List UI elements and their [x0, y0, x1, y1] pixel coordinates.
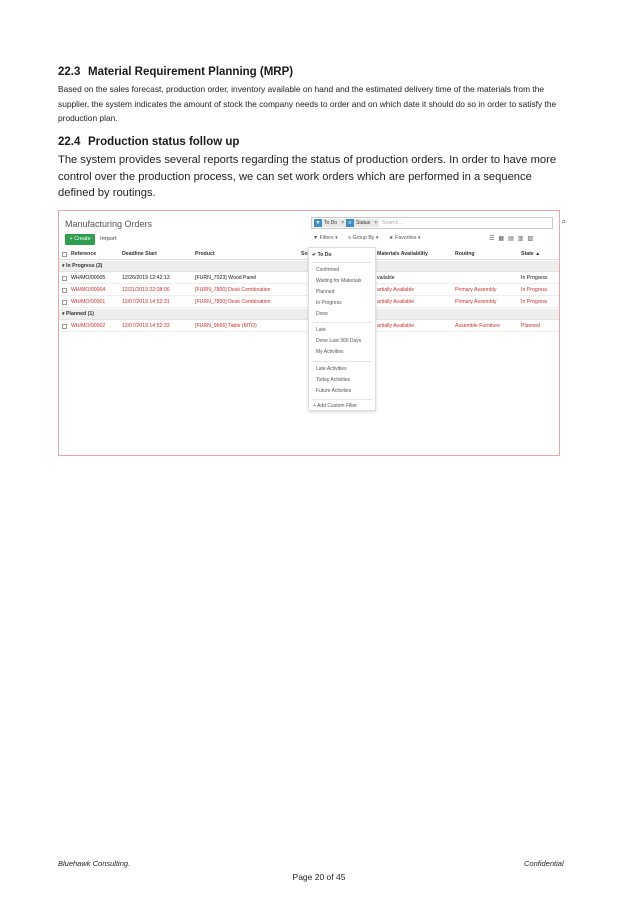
cell-deadline: 12/26/2019 12:42:13 [122, 275, 170, 281]
group-row-planned[interactable]: ▾ Planned (1) [59, 309, 559, 320]
footer-company: Bluehawk Consulting. [58, 859, 131, 868]
facet-label: Status [356, 220, 371, 226]
facet-status[interactable] [346, 219, 379, 227]
filters-button[interactable]: ▼ Filters ▾ [313, 235, 338, 241]
graph-view-icon[interactable]: ▨ [527, 236, 538, 242]
import-button[interactable]: Import [100, 236, 117, 242]
section-body-mrp: Based on the sales forecast, production order, inventory available on hand and the estimated delivery time of the materials from the supplier, the system indicates the amount of stock the company needs to order and on which date it should do so in order to satisfy the production plan. [58, 84, 557, 123]
group-label: In Progress (3) [66, 263, 103, 269]
cell-product: [FURN_7023] Wood Panel [195, 275, 257, 281]
filters-dropdown [308, 247, 376, 411]
group-label: Planned (1) [66, 311, 95, 317]
filter-option[interactable]: Today Activities [316, 377, 351, 383]
cell-deadline: 12/07/2019 14:52:31 [122, 299, 170, 305]
cell-product: [FURN_7800] Desk Combination [195, 287, 271, 293]
filter-option[interactable]: Done [316, 311, 328, 317]
filter-option[interactable]: In Progress [316, 300, 342, 306]
column-header-reference[interactable]: Reference [71, 251, 97, 257]
cell-routing: Primary Assembly [455, 299, 497, 305]
column-header-deadline[interactable]: Deadline Start [122, 251, 157, 257]
filter-option[interactable]: Future Activities [316, 388, 352, 394]
facet-todo[interactable] [314, 219, 346, 227]
cell-state: In Progress [521, 275, 548, 281]
cell-state: In Progress [521, 299, 548, 305]
group-by-label: Group By [352, 235, 375, 241]
cell-routing: Primary Assembly [455, 287, 497, 293]
section-heading-production-status [58, 136, 239, 148]
section-number: 22.4 [58, 136, 81, 148]
section-title: Production status follow up [88, 136, 240, 148]
list-view-icon[interactable]: ☰ [489, 236, 499, 242]
divider [312, 262, 372, 263]
section-title: Material Requirement Planning (MRP) [88, 66, 294, 78]
cell-reference: WH/MO/00002 [71, 323, 106, 329]
filter-option-label: To Do [317, 252, 332, 258]
footer-confidential: Confidential [524, 859, 564, 868]
filter-option[interactable]: Confirmed [316, 267, 340, 273]
cell-availability: vailable [377, 275, 395, 281]
cell-state: In Progress [521, 287, 548, 293]
section-number: 22.3 [58, 66, 81, 78]
section-body-production-status: The system provides several reports regarding the status of production orders. In order to have more control over the production process, we can set work orders which are performed in a sequence defined by routings. [58, 154, 557, 199]
column-header-state[interactable]: State ▲ [521, 251, 541, 257]
cell-deadline: 12/07/2019 14:52:33 [122, 323, 170, 329]
filter-option[interactable]: Waiting for Materials [316, 278, 362, 284]
cell-product: [FURN_7800] Desk Combination [195, 299, 271, 305]
create-button[interactable]: + Create [65, 234, 95, 245]
search-bar[interactable] [311, 217, 566, 229]
filter-option[interactable]: Done Last 365 Days [316, 338, 362, 344]
cell-reference: WH/MO/00001 [71, 299, 106, 305]
manufacturing-orders-screenshot [58, 210, 566, 456]
filter-icon: ▼ [315, 220, 321, 226]
pivot-view-icon[interactable]: ▥ [517, 236, 528, 242]
filter-option[interactable]: Planned [316, 289, 335, 295]
check-icon: ✔ [312, 252, 317, 258]
cell-reference: WH/MO/00004 [71, 287, 106, 293]
filter-option-todo[interactable] [312, 252, 331, 258]
close-icon[interactable]: × [374, 220, 378, 226]
group-icon: ≡ [348, 235, 352, 241]
filter-option[interactable]: Late [316, 327, 326, 333]
filter-icon: ▼ [313, 235, 319, 241]
column-header-source[interactable]: So [301, 251, 308, 257]
filter-option[interactable]: My Activities [316, 349, 344, 355]
cell-availability: artially Available [377, 323, 415, 329]
divider [312, 361, 372, 362]
search-input[interactable]: Search... [382, 220, 403, 226]
kanban-view-icon[interactable]: ▦ [498, 236, 509, 242]
divider [312, 399, 372, 400]
row-checkbox[interactable] [62, 288, 67, 293]
group-row-in-progress[interactable]: ▾ In Progress (3) [59, 261, 559, 272]
cell-product: [FURN_9666] Table (MTO) [195, 323, 257, 329]
favorites-button[interactable]: ★ Favorites ▾ [389, 235, 421, 241]
group-by-button[interactable]: ≡ Group By ▾ [348, 235, 379, 241]
cell-state: Planned [521, 323, 541, 329]
row-checkbox[interactable] [62, 276, 67, 281]
close-icon[interactable]: × [341, 220, 344, 226]
filter-option[interactable]: Late Activities [316, 366, 347, 372]
row-checkbox[interactable] [62, 324, 67, 329]
column-header-routing[interactable]: Routing [455, 251, 475, 257]
cell-availability: artially Available [377, 287, 415, 293]
add-custom-filter-button[interactable]: + Add Custom Filter [313, 403, 358, 409]
cell-routing: Assemble Furniture [455, 323, 500, 329]
favorites-label: Favorites [395, 235, 417, 241]
cell-deadline: 12/21/2019 22:08:06 [122, 287, 170, 293]
row-checkbox[interactable] [62, 300, 67, 305]
column-header-product[interactable]: Product [195, 251, 215, 257]
select-all-checkbox[interactable] [62, 252, 67, 257]
search-icon[interactable]: ⌕ [561, 217, 566, 226]
divider [312, 322, 372, 323]
filters-label: Filters [319, 235, 334, 241]
state-header-label: State [521, 251, 534, 257]
column-header-availability[interactable]: Materials Availability [377, 251, 428, 257]
page-title: Manufacturing Orders [65, 219, 153, 229]
star-icon: ★ [389, 235, 394, 241]
group-icon: ≡ [346, 219, 354, 227]
page-number: Page 20 of 45 [292, 872, 346, 882]
calendar-view-icon[interactable]: ▤ [508, 236, 518, 242]
cell-availability: artially Available [377, 299, 415, 305]
facet-label: To Do [324, 220, 338, 226]
section-heading-mrp [58, 66, 293, 78]
view-switcher[interactable] [489, 235, 537, 242]
cell-reference: WH/MO/00005 [71, 275, 106, 281]
